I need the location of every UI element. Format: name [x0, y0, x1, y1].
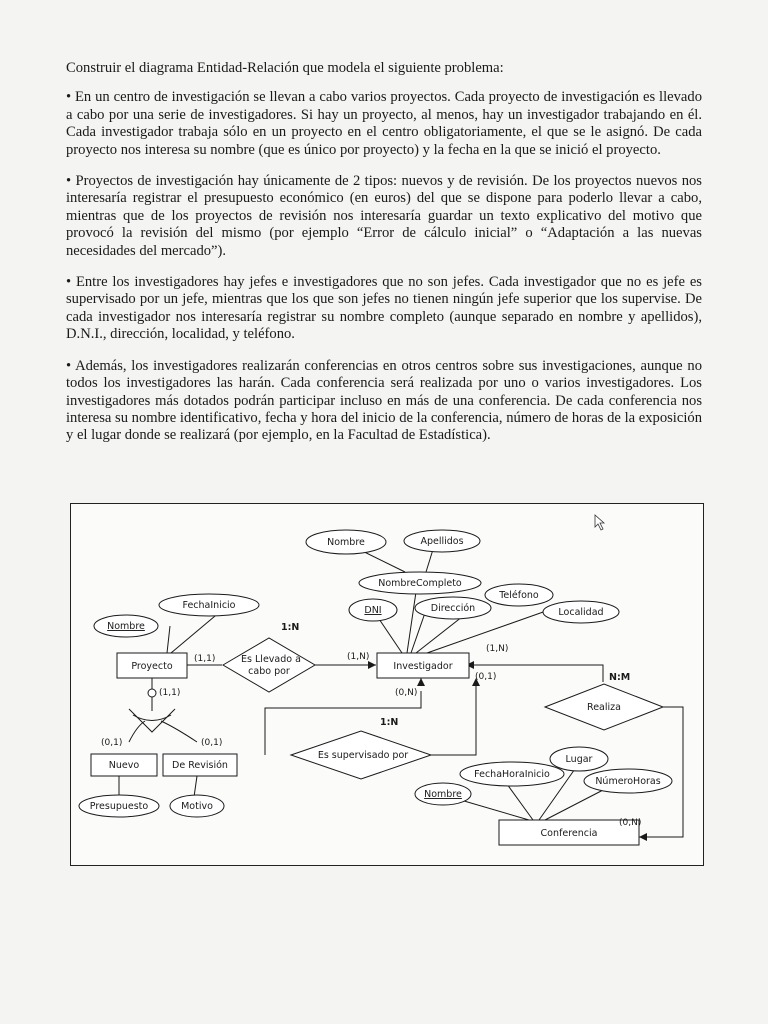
svg-text:Nuevo: Nuevo — [108, 760, 140, 771]
svg-text:Dirección: Dirección — [430, 603, 476, 614]
entity-de-revision — [163, 754, 237, 776]
card-nuevo-isa: (0,1) — [101, 738, 123, 748]
attr-proyecto-nombre — [94, 615, 158, 637]
cursor-icon — [595, 515, 604, 530]
svg-text:Es Llevado a: Es Llevado a — [241, 654, 301, 665]
attr-lugar — [550, 747, 608, 771]
svg-text:Motivo: Motivo — [181, 801, 213, 812]
entity-proyecto — [117, 653, 187, 678]
card-inv-sup-bottom: (0,N) — [395, 688, 418, 698]
card-inv-sup-top: (0,1) — [475, 672, 497, 682]
arrow-to-conferencia — [639, 833, 647, 841]
attr-apellidos — [404, 530, 480, 552]
card-inv-realiza: (1,N) — [486, 644, 509, 654]
entity-investigador — [377, 653, 469, 678]
attr-fecha-hora-inicio — [460, 762, 564, 786]
paragraph-projects: • En un centro de investigación se llevan a cabo varios proyectos. Cada proyecto de investigación es llevado a cabo por una serie de investigadores. Si hay un proyecto, al menos, hay un investigador trabajando en él. Cada investigador trabaja sólo en un proyecto en el centro obligatoriamente, el que se le asignó. De cada proyecto nos interesa su nombre (que es único por proyecto) y la fecha en la que se inició el proyecto. — [66, 89, 702, 158]
paragraph-project-types: • Proyectos de investigación hay únicamente de 2 tipos: nuevos y de revisión. De los proyectos nuevos nos interesaría registrar el presupuesto económico (en euros) del que se dispone para poderlo llevar a cabo, mientras que de los proyectos de revisión nos interesaría guardar un texto explicativo del motivo que provocó la revisión del mismo (por ejemplo “Error de cálculo inicial” o “Adaptación a las nuevas necesidades del mercado”). — [66, 173, 702, 259]
arrow-supervision — [417, 678, 425, 686]
svg-text:Apellidos: Apellidos — [420, 536, 464, 547]
attr-dni — [349, 599, 397, 621]
svg-text:Nombre: Nombre — [424, 789, 462, 800]
card-conf-realiza: (0,N) — [619, 818, 642, 828]
attr-motivo — [170, 795, 224, 817]
relationship-realiza — [545, 684, 663, 730]
svg-text:FechaInicio: FechaInicio — [182, 600, 236, 611]
attr-direccion — [415, 597, 491, 619]
svg-text:Proyecto: Proyecto — [131, 661, 173, 672]
attr-localidad — [543, 601, 619, 623]
paragraph-conferences: • Además, los investigadores realizarán conferencias en otros centros sobre sus investigaciones, aunque no todos los investigadores las harán. Cada conferencia será realizada por uno o varios investigadores. Los investigadores más dotados podrán participar incluso en más de una conferencia. De cada conferencia nos interesa su nombre identificativo, fecha y hora del inicio de la conferencia, número de horas de la exposición y el lugar donde se realizará (por ejemplo, en la Facultad de Estadística). — [66, 357, 702, 444]
attr-conf-nombre — [415, 783, 471, 805]
entity-nuevo — [91, 754, 157, 776]
attr-fecha-inicio — [159, 594, 259, 616]
card-investigador-llevado: (1,N) — [347, 652, 370, 662]
paragraph-researchers: • Entre los investigadores hay jefes e investigadores que no son jefes. Cada investigador que no es jefe es supervisado por un jefe, mientras que los que son jefes no tienen ningún jefe superior que los supervise. De cada investigador nos interesaría registrar su nombre completo (aunque separado en nombre y apellidos), D.N.I., dirección, localidad, y teléfono. — [66, 274, 702, 343]
svg-text:NúmeroHoras: NúmeroHoras — [595, 776, 661, 787]
card-proyecto-isa: (1,1) — [159, 688, 181, 698]
relationship-es-supervisado — [291, 731, 431, 779]
attr-telefono — [485, 584, 553, 606]
attr-nombre-completo — [359, 572, 481, 594]
svg-text:Investigador: Investigador — [393, 661, 453, 672]
svg-text:Realiza: Realiza — [587, 702, 621, 713]
problem-statement — [66, 60, 702, 459]
svg-text:FechaHoraInicio: FechaHoraInicio — [474, 769, 550, 780]
svg-text:Nombre: Nombre — [327, 537, 365, 548]
svg-text:Es supervisado por: Es supervisado por — [317, 750, 409, 761]
svg-text:Teléfono: Teléfono — [499, 590, 539, 601]
entity-conferencia — [499, 818, 642, 845]
attr-presupuesto — [79, 795, 159, 817]
attr-inv-nombre — [306, 530, 386, 554]
card-revision-isa: (0,1) — [201, 738, 223, 748]
ratio-supervisado: 1:N — [380, 717, 399, 728]
er-diagram — [70, 503, 704, 866]
attr-numero-horas — [584, 769, 672, 793]
svg-text:Lugar: Lugar — [565, 754, 593, 765]
svg-text:Nombre: Nombre — [107, 621, 145, 632]
svg-text:DNI: DNI — [364, 605, 382, 616]
ratio-llevado: 1:N — [281, 622, 300, 633]
relationship-es-llevado — [223, 638, 315, 692]
svg-text:Presupuesto: Presupuesto — [89, 801, 149, 812]
card-proyecto-llevado: (1,1) — [194, 654, 216, 664]
svg-text:Conferencia: Conferencia — [540, 828, 598, 839]
svg-text:De Revisión: De Revisión — [172, 760, 228, 771]
svg-text:NombreCompleto: NombreCompleto — [378, 578, 462, 589]
svg-text:Localidad: Localidad — [558, 607, 604, 618]
arrow-to-investigador — [368, 661, 376, 669]
ratio-realiza: N:M — [609, 672, 631, 683]
svg-text:cabo por: cabo por — [248, 666, 290, 677]
intro-line: Construir el diagrama Entidad-Relación que modela el siguiente problema: — [66, 60, 504, 76]
